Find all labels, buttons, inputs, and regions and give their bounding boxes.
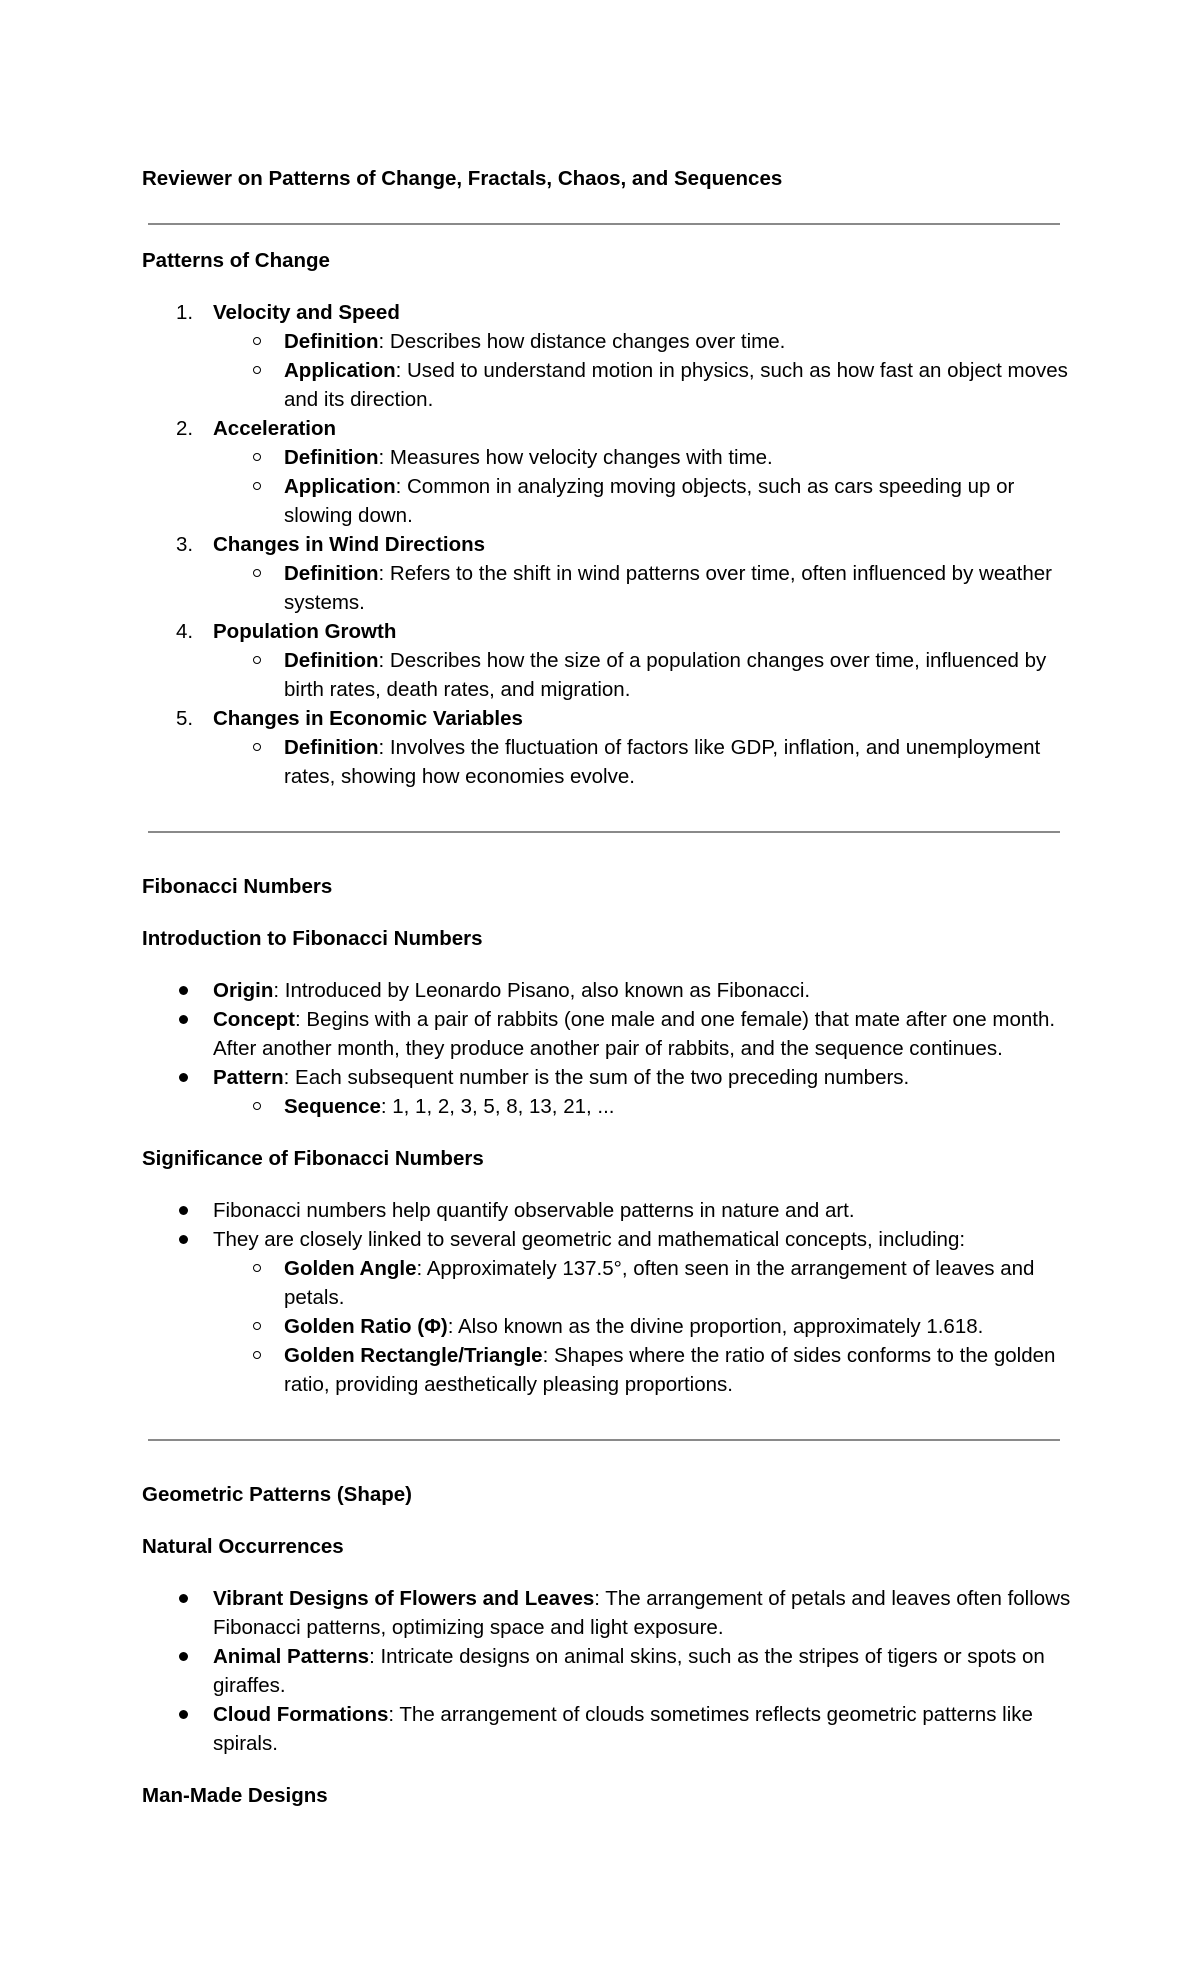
term-text: : Also known as the divine proportion, approximately 1.618.: [447, 1315, 984, 1338]
document-title: Reviewer on Patterns of Change, Fractals, Chaos, and Sequences: [142, 167, 783, 190]
term-text: : Refers to the shift in wind patterns over time, often influenced by weather systems.: [284, 562, 1052, 614]
term-label: Application: [284, 475, 396, 498]
term-label: Sequence: [284, 1095, 381, 1118]
sub-list: [213, 327, 1072, 414]
bullet-icon: [179, 1652, 188, 1661]
fibonacci-intro-list: [142, 976, 1072, 1121]
list-item: [142, 704, 1072, 791]
item-title: Population Growth: [213, 620, 397, 643]
natural-occurrences-list: [142, 1584, 1072, 1758]
term-label: Golden Rectangle/Triangle: [284, 1344, 543, 1367]
term-label: Definition: [284, 446, 379, 469]
section-heading-geometric-patterns: Geometric Patterns (Shape): [142, 1483, 412, 1506]
item-title: Acceleration: [213, 417, 337, 440]
hollow-bullet-icon: [253, 1102, 261, 1110]
bullet-icon: [179, 1015, 188, 1024]
bullet-icon: [179, 1594, 188, 1603]
hollow-bullet-icon: [253, 337, 261, 345]
list-item: [142, 617, 1072, 704]
subheading-fibonacci-intro: Introduction to Fibonacci Numbers: [142, 927, 483, 950]
term-text: : Each subsequent number is the sum of the two preceding numbers.: [283, 1066, 910, 1089]
sub-list-item: [213, 1341, 1072, 1399]
sub-list-item: [213, 1254, 1072, 1312]
list-number: 3.: [176, 533, 194, 556]
sub-list-item: [213, 733, 1072, 791]
sub-list: [213, 443, 1072, 530]
term-text: : Shapes where the ratio of sides conforms to the golden ratio, providing aesthetically pleasing proportions.: [284, 1344, 1056, 1396]
term-label: Golden Angle: [284, 1257, 417, 1280]
term-label: Definition: [284, 330, 379, 353]
term-label: Concept: [213, 1008, 295, 1031]
term-text: : Intricate designs on animal skins, such as the stripes of tigers or spots on giraffes.: [213, 1645, 1045, 1697]
list-number: 4.: [176, 620, 194, 643]
subheading-natural-occurrences: Natural Occurrences: [142, 1535, 344, 1558]
bullet-item: [142, 1225, 1072, 1399]
term-label: Origin: [213, 979, 274, 1002]
bullet-item: [142, 1584, 1072, 1642]
sub-list-item: [213, 1092, 1072, 1121]
hollow-bullet-icon: [253, 1322, 261, 1330]
bullet-item: [142, 1700, 1072, 1758]
sub-list: [213, 733, 1072, 791]
bullet-icon: [179, 1206, 188, 1215]
bullet-icon: [179, 1073, 188, 1082]
hollow-bullet-icon: [253, 656, 261, 664]
sub-list: [213, 1092, 1072, 1121]
term-label: Definition: [284, 649, 379, 672]
term-label: Definition: [284, 562, 379, 585]
term-text: : Describes how the size of a population changes over time, influenced by birth rates, death rates, and migration.: [284, 649, 1047, 701]
sub-list-item: [213, 1312, 1072, 1341]
section-heading-fibonacci: Fibonacci Numbers: [142, 875, 333, 898]
subheading-man-made-designs: Man-Made Designs: [142, 1784, 328, 1807]
term-text: : Used to understand motion in physics, such as how fast an object moves and its direction.: [284, 359, 1068, 411]
term-text: : Introduced by Leonardo Pisano, also known as Fibonacci.: [273, 979, 811, 1002]
bullet-item: [142, 1063, 1072, 1121]
sub-list-item: [213, 356, 1072, 414]
item-title: Velocity and Speed: [213, 301, 400, 324]
list-item: [142, 414, 1072, 530]
list-number: 5.: [176, 707, 194, 730]
sub-list-item: [213, 327, 1072, 356]
sub-list-item: [213, 443, 1072, 472]
document-body: [142, 164, 1072, 1810]
list-number: 2.: [176, 417, 194, 440]
hollow-bullet-icon: [253, 569, 261, 577]
sub-list: [213, 646, 1072, 704]
bullet-icon: [179, 986, 188, 995]
term-label: Golden Ratio (Φ): [284, 1315, 448, 1338]
hollow-bullet-icon: [253, 1351, 261, 1359]
hollow-bullet-icon: [253, 366, 261, 374]
term-label: Definition: [284, 736, 379, 759]
sub-list: [213, 1254, 1072, 1399]
item-title: Changes in Wind Directions: [213, 533, 486, 556]
sub-list: [213, 559, 1072, 617]
sub-list-item: [213, 472, 1072, 530]
fibonacci-significance-list: [142, 1196, 1072, 1399]
bullet-item: [142, 1005, 1072, 1063]
hollow-bullet-icon: [253, 743, 261, 751]
bullet-text: They are closely linked to several geometric and mathematical concepts, including:: [213, 1228, 966, 1251]
list-number: 1.: [176, 301, 194, 324]
bullet-text: Fibonacci numbers help quantify observable patterns in nature and art.: [213, 1199, 855, 1222]
list-item: [142, 298, 1072, 414]
term-text: : Begins with a pair of rabbits (one male and one female) that mate after one month. After another month, they produce another pair of rabbits, and the sequence continues.: [213, 1008, 1056, 1060]
term-text: : Approximately 137.5°, often seen in the arrangement of leaves and petals.: [284, 1257, 1035, 1309]
patterns-of-change-list: [142, 298, 1072, 791]
hollow-bullet-icon: [253, 482, 261, 490]
term-text: : 1, 1, 2, 3, 5, 8, 13, 21, ...: [380, 1095, 615, 1118]
term-label: Animal Patterns: [213, 1645, 370, 1668]
term-text: : Describes how distance changes over time.: [378, 330, 786, 353]
term-text: : Measures how velocity changes with time.: [378, 446, 773, 469]
term-text: : The arrangement of clouds sometimes reflects geometric patterns like spirals.: [213, 1703, 1033, 1755]
term-text: : Involves the fluctuation of factors like GDP, inflation, and unemployment rates, showing how economies evolve.: [284, 736, 1041, 788]
hollow-bullet-icon: [253, 1264, 261, 1272]
term-label: Cloud Formations: [213, 1703, 389, 1726]
bullet-icon: [179, 1710, 188, 1719]
term-label: Application: [284, 359, 396, 382]
term-text: : The arrangement of petals and leaves often follows Fibonacci patterns, optimizing space and light exposure.: [213, 1587, 1071, 1639]
bullet-item: [142, 1196, 1072, 1225]
term-label: Pattern: [213, 1066, 284, 1089]
subheading-fibonacci-significance: Significance of Fibonacci Numbers: [142, 1147, 484, 1170]
bullet-item: [142, 1642, 1072, 1700]
sub-list-item: [213, 559, 1072, 617]
term-label: Vibrant Designs of Flowers and Leaves: [213, 1587, 595, 1610]
bullet-icon: [179, 1235, 188, 1244]
sub-list-item: [213, 646, 1072, 704]
term-text: : Common in analyzing moving objects, such as cars speeding up or slowing down.: [284, 475, 1015, 527]
hollow-bullet-icon: [253, 453, 261, 461]
item-title: Changes in Economic Variables: [213, 707, 523, 730]
section-heading-patterns-of-change: Patterns of Change: [142, 249, 330, 272]
list-item: [142, 530, 1072, 617]
bullet-item: [142, 976, 1072, 1005]
